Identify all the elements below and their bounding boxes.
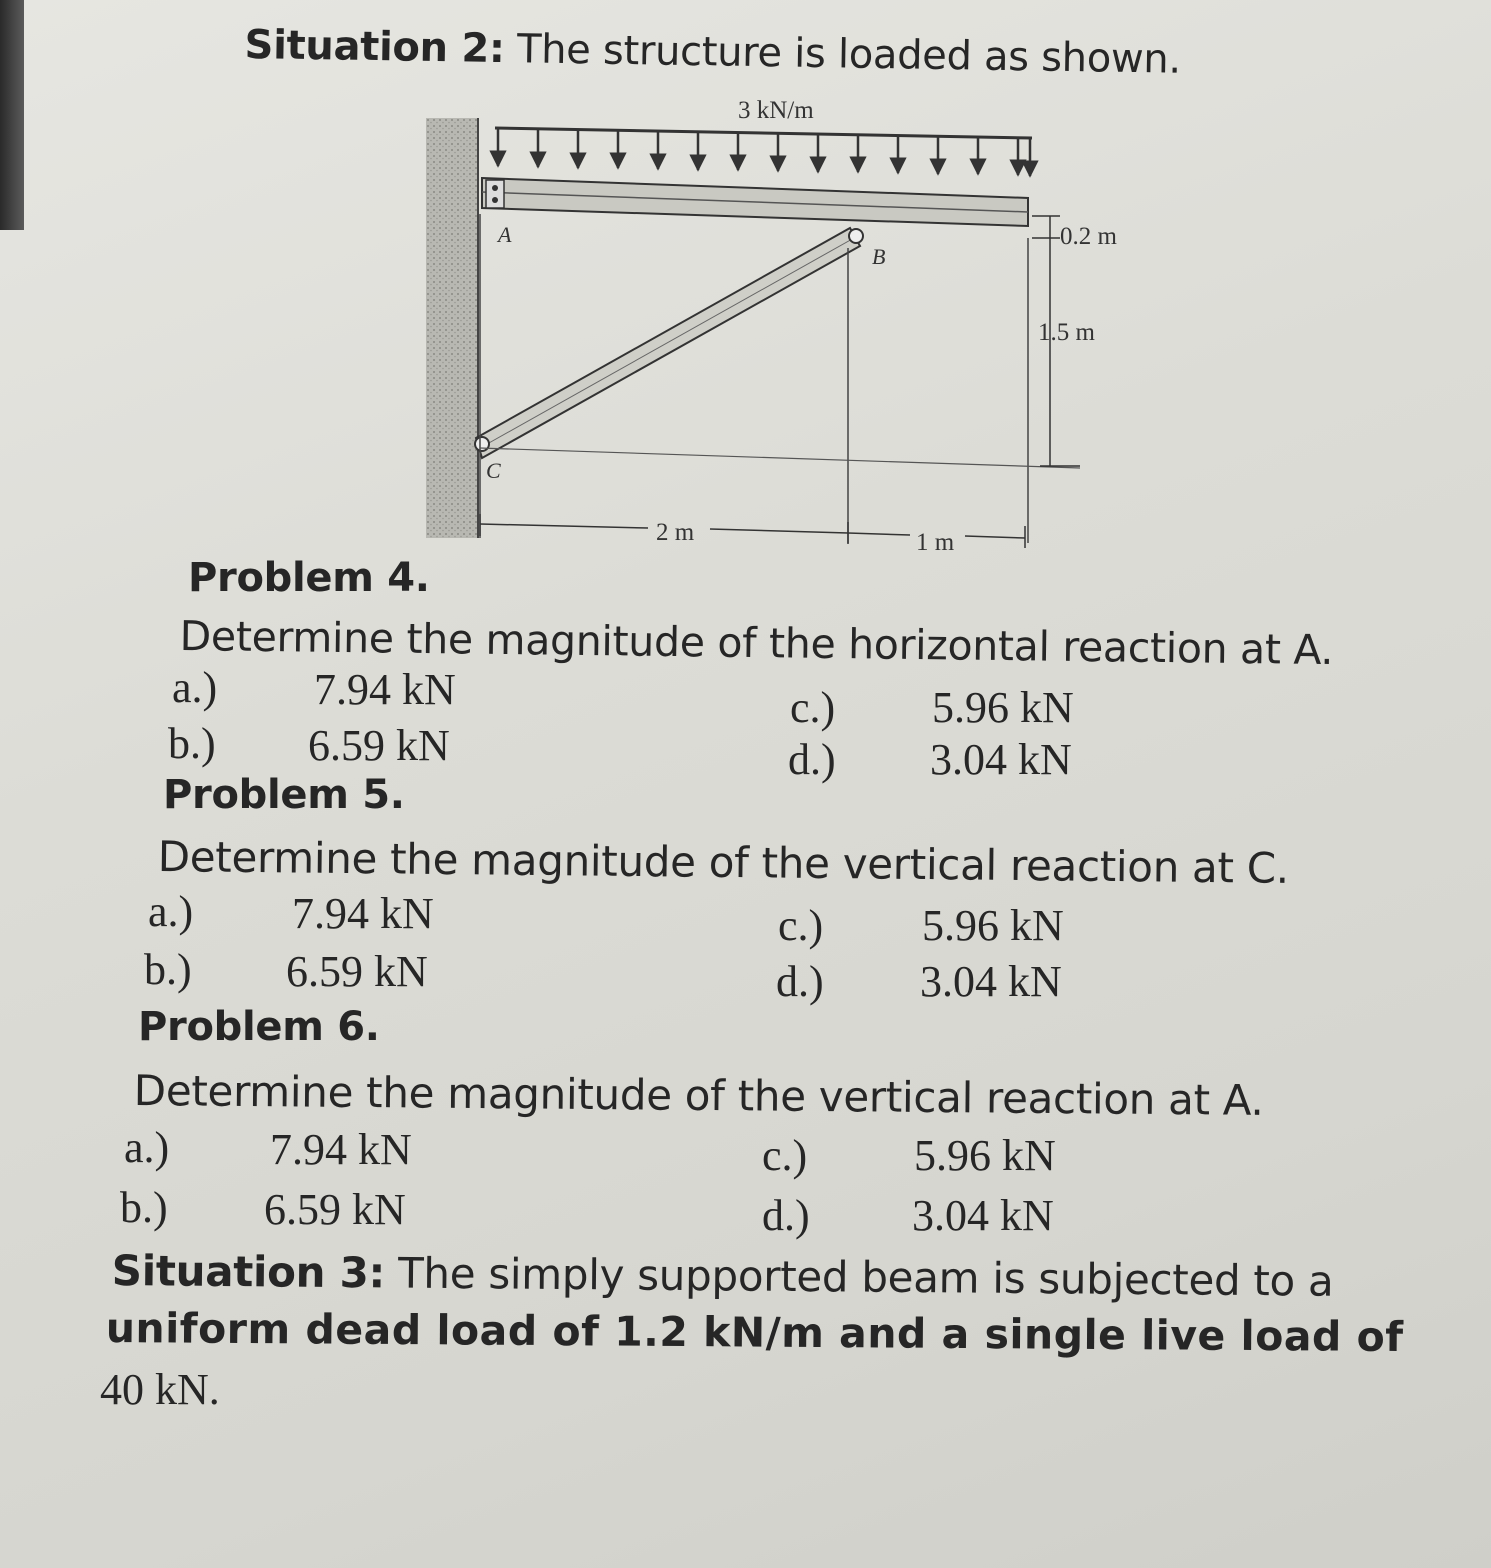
situation-2-label: Situation 2: (244, 22, 506, 73)
pin-c (475, 437, 489, 451)
problem-4-question: Determine the magnitude of the horizontal reaction at A. (179, 612, 1334, 675)
load-label: 3 kN/m (738, 97, 814, 124)
dimension-1-5-m: 1.5 m (1038, 319, 1095, 346)
problem-4-option-d-letter: d.) (788, 735, 836, 784)
problem-4-option-b-letter: b.) (168, 719, 216, 768)
situation-3-line-2: uniform dead load of 1.2 kN/m and a single live load of (105, 1304, 1404, 1362)
problem-5-option-a-letter: a.) (148, 887, 194, 936)
problem-5-option-d-letter: d.) (776, 957, 824, 1006)
situation-3-label: Situation 3: (111, 1246, 386, 1298)
problem-5-option-a-value: 7.94 kN (292, 889, 434, 938)
situation-2-text: The structure is loaded as shown. (504, 26, 1182, 83)
problem-6-option-a-value: 7.94 kN (270, 1125, 412, 1174)
problem-6-option-b-value: 6.59 kN (264, 1185, 406, 1234)
page-edge-shadow (0, 0, 24, 230)
problem-6-option-a-letter: a.) (124, 1123, 170, 1172)
situation-3-line-1 (112, 1246, 1334, 1306)
diagonal-strut (476, 228, 860, 458)
problem-4-option-b-value: 6.59 kN (308, 721, 450, 770)
problem-6-option-b-letter: b.) (120, 1183, 168, 1232)
problem-5-question: Determine the magnitude of the vertical reaction at C. (157, 832, 1290, 893)
structure-diagram (420, 88, 1140, 558)
distributed-load-arrows (495, 128, 1032, 176)
problem-6-question: Determine the magnitude of the vertical reaction at A. (133, 1066, 1264, 1125)
problem-5-title: Problem 5. (163, 772, 405, 818)
problem-4-option-d-value: 3.04 kN (930, 735, 1072, 784)
problem-6-option-c-value: 5.96 kN (914, 1131, 1056, 1180)
point-a-label: A (498, 222, 512, 247)
problem-4-option-c-value: 5.96 kN (932, 683, 1074, 732)
problem-6-option-d-letter: d.) (762, 1191, 810, 1240)
dimension-2-m: 2 m (656, 519, 695, 546)
problem-5-option-b-letter: b.) (144, 945, 192, 994)
problem-5-option-b-value: 6.59 kN (286, 947, 428, 996)
problem-5-option-c-letter: c.) (778, 901, 824, 950)
problem-4-option-c-letter: c.) (790, 683, 836, 732)
problem-4-title: Problem 4. (188, 555, 430, 601)
pin-a (486, 180, 504, 208)
wall-support (426, 118, 478, 538)
pin-b (849, 229, 863, 243)
problem-5-option-d-value: 3.04 kN (920, 957, 1062, 1006)
dimension-1-m: 1 m (916, 529, 955, 556)
problem-6-title: Problem 6. (138, 1004, 380, 1050)
problem-4-option-a-letter: a.) (172, 663, 218, 712)
situation-2-heading (244, 22, 1181, 83)
horizontal-beam (482, 178, 1028, 226)
problem-6-option-d-value: 3.04 kN (912, 1191, 1054, 1240)
problem-5-option-c-value: 5.96 kN (922, 901, 1064, 950)
point-b-label: B (872, 244, 886, 269)
situation-3-line-3: 40 kN. (100, 1365, 220, 1414)
situation-3-text-1: The simply supported beam is subjected to a (384, 1248, 1334, 1306)
problem-4-option-a-value: 7.94 kN (314, 665, 456, 714)
problem-6-option-c-letter: c.) (762, 1131, 808, 1180)
dimension-0-2-m: 0.2 m (1060, 223, 1117, 250)
point-c-label: C (486, 458, 501, 483)
